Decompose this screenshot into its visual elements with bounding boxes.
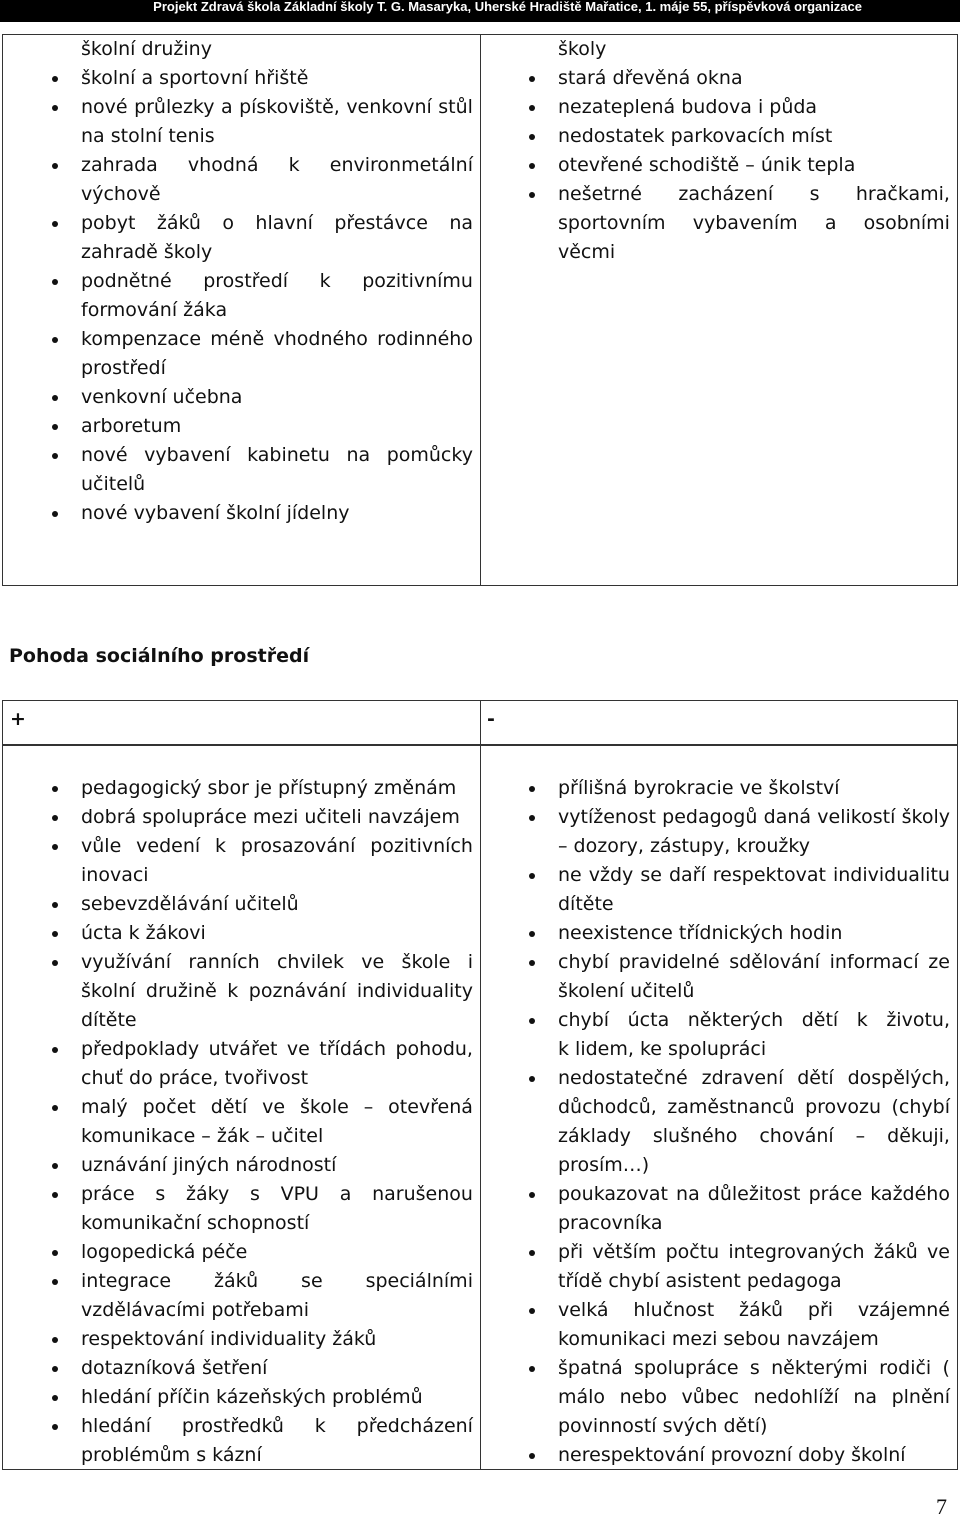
list-item — [81, 1325, 473, 1354]
list-item-line: nedostatek parkovacích míst — [558, 125, 833, 147]
list-item — [558, 1180, 950, 1238]
list-item — [558, 1064, 950, 1180]
list-item-line: nešetrné zacházení s hračkami, — [558, 183, 950, 205]
list-item-line: komunikace – žák – učitel — [81, 1125, 324, 1147]
list-item — [81, 948, 473, 1035]
list-item-line: – dozory, zástupy, kroužky — [558, 835, 810, 857]
list-item — [558, 774, 950, 803]
list-item-line: pracovníka — [558, 1212, 663, 1234]
list-item-line: kompenzace méně vhodného rodinného — [81, 328, 473, 350]
list-item-line: nové vybavení školní jídelny — [81, 502, 350, 524]
table-environment-divider — [480, 34, 481, 586]
list-item — [558, 64, 950, 93]
list-item-line: věcmi — [558, 241, 616, 263]
list-item — [558, 803, 950, 861]
list-item-line: dítěte — [81, 1009, 137, 1031]
list-item-line: inovaci — [81, 864, 149, 886]
minus-header: - — [487, 708, 495, 730]
list-item-line: školní družině k poznávání individuality — [81, 980, 473, 1002]
list-item-line: integrace žáků se speciálními — [81, 1270, 473, 1292]
list-item-line: formování žáka — [81, 299, 228, 321]
header-text: Projekt Zdravá škola Základní školy T. G. Masaryka, Uherské Hradiště Mařatice, 1. máje 55, příspěvková organizace — [153, 0, 862, 14]
list-item — [81, 1180, 473, 1238]
list-item — [558, 948, 950, 1006]
list-item — [558, 1006, 950, 1064]
list-item-line: ne vždy se daří respektovat individualitu — [558, 864, 950, 886]
list-item-line: školení učitelů — [558, 980, 695, 1002]
list-item — [81, 1093, 473, 1151]
list-item-line: úcta k žákovi — [81, 922, 206, 944]
list-item-line: neexistence třídnických hodin — [558, 922, 843, 944]
list-item-line: logopedická péče — [81, 1241, 248, 1263]
table2-left-list — [81, 774, 473, 1470]
list-item — [81, 499, 473, 528]
table1-right-list — [558, 35, 950, 267]
list-item-line: respektování individuality žáků — [81, 1328, 377, 1350]
list-item-line: na stolní tenis — [81, 125, 215, 147]
list-item-line: práce s žáky s VPU a narušenou — [81, 1183, 473, 1205]
list-item-line: učitelů — [81, 473, 146, 495]
list-item — [558, 1296, 950, 1354]
list-item-line: velká hlučnost žáků při vzájemné — [558, 1299, 950, 1321]
plus-header: + — [10, 708, 26, 730]
list-item — [558, 1441, 950, 1470]
list-item — [81, 1267, 473, 1325]
list-item-line: výchově — [81, 183, 161, 205]
list-item-line: malý počet dětí ve škole – otevřená — [81, 1096, 473, 1118]
list-item-line: problémům s kázní — [81, 1444, 262, 1466]
list-item-line: sebevzdělávání učitelů — [81, 893, 299, 915]
list-item — [81, 64, 473, 93]
list-item — [558, 122, 950, 151]
list-item-line: hledání příčin kázeňských problémů — [81, 1386, 423, 1408]
list-item — [81, 774, 473, 803]
section-heading: Pohoda sociálního prostředí — [9, 645, 310, 667]
list-item-line: nerespektování provozní doby školní — [558, 1444, 906, 1466]
list-item-line: pedagogický sbor je přístupný změnám — [81, 777, 457, 799]
list-item-line: uznávání jiných národností — [81, 1154, 337, 1176]
list-item-line: nezateplená budova i půda — [558, 96, 818, 118]
list-item-line: stará dřevěná okna — [558, 67, 743, 89]
list-item — [81, 832, 473, 890]
list-item-line: dobrá spolupráce mezi učiteli navzájem — [81, 806, 460, 828]
list-item — [81, 1151, 473, 1180]
list-item-line: komunikační schopností — [81, 1212, 310, 1234]
list-item-line: vytíženost pedagogů daná velikostí školy — [558, 806, 950, 828]
list-item — [81, 267, 473, 325]
list-item-line: předpoklady utvářet ve třídách pohodu, — [81, 1038, 473, 1060]
table-social-divider — [480, 700, 481, 1470]
list-item — [81, 890, 473, 919]
list-item-line: využívání ranních chvilek ve škole i — [81, 951, 473, 973]
list-item — [558, 1238, 950, 1296]
page-number: 7 — [936, 1494, 947, 1519]
list-item — [81, 441, 473, 499]
list-item-line: dotazníková šetření — [81, 1357, 268, 1379]
list-item-line: důchodců, zaměstnanců provozu (chybí — [558, 1096, 950, 1118]
list-item — [81, 383, 473, 412]
list-item-line: chuť do práce, tvořivost — [81, 1067, 309, 1089]
list-item — [558, 919, 950, 948]
list-item-line: venkovní učebna — [81, 386, 243, 408]
list-item-line: školní a sportovní hřiště — [81, 67, 309, 89]
list-item — [81, 1035, 473, 1093]
list-item-line: k lidem, ke spolupráci — [558, 1038, 767, 1060]
list-item — [81, 1354, 473, 1383]
list-item — [81, 209, 473, 267]
table1-left-list — [81, 35, 473, 528]
list-item-line: prostředí — [81, 357, 166, 379]
list-item-line: hledání prostředků k předcházení — [81, 1415, 473, 1437]
list-item-line: chybí pravidelné sdělování informací ze — [558, 951, 950, 973]
list-item-line: poukazovat na důležitost práce každého — [558, 1183, 950, 1205]
list-item — [81, 325, 473, 383]
list-item — [558, 93, 950, 122]
list-item-line: pobyt žáků o hlavní přestávce na — [81, 212, 473, 234]
list-item-line: sportovním vybavením a osobními — [558, 212, 950, 234]
list-item-line: málo nebo vůbec nedohlíží na plnění — [558, 1386, 950, 1408]
list-item-line: komunikaci mezi sebou navzájem — [558, 1328, 879, 1350]
list-item-line: vzdělávacími potřebami — [81, 1299, 310, 1321]
list-item-line: nové vybavení kabinetu na pomůcky — [81, 444, 473, 466]
list-item-line: nové průlezky a pískoviště, venkovní stůl — [81, 96, 473, 118]
list-item-line: základy slušného chování – děkuji, — [558, 1125, 950, 1147]
list-item-line: prosím…) — [558, 1154, 650, 1176]
list-item — [81, 1383, 473, 1412]
list-item-line: přílišná byrokracie ve školství — [558, 777, 840, 799]
list-item — [81, 1238, 473, 1267]
list-item — [558, 180, 950, 267]
list-item-line: arboretum — [81, 415, 182, 437]
list-item — [558, 861, 950, 919]
list-item-line: školy — [558, 38, 607, 60]
list-item-line: dítěte — [558, 893, 614, 915]
list-item-line: nedostatečné zdravení dětí dospělých, — [558, 1067, 950, 1089]
list-item — [81, 919, 473, 948]
list-item — [81, 151, 473, 209]
list-item-line: zahradě školy — [81, 241, 213, 263]
list-item-line: chybí úcta některých dětí k životu, — [558, 1009, 950, 1031]
list-item — [81, 412, 473, 441]
list-item — [558, 35, 950, 64]
list-item — [81, 803, 473, 832]
list-item-line: povinností svých dětí) — [558, 1415, 768, 1437]
list-item — [558, 151, 950, 180]
list-item-line: otevřené schodiště – únik tepla — [558, 154, 856, 176]
page-header — [0, 0, 960, 22]
list-item-line: při větším počtu integrovaných žáků ve — [558, 1241, 950, 1263]
list-item-line: školní družiny — [81, 38, 212, 60]
list-item-line: třídě chybí asistent pedagoga — [558, 1270, 842, 1292]
table2-right-list — [558, 774, 950, 1470]
list-item-line: špatná spolupráce s některými rodiči ( — [558, 1357, 950, 1379]
list-item-line: vůle vedení k prosazování pozitivních — [81, 835, 473, 857]
list-item-line: podnětné prostředí k pozitivnímu — [81, 270, 473, 292]
list-item — [81, 35, 473, 64]
list-item — [81, 1412, 473, 1470]
list-item — [558, 1354, 950, 1441]
list-item-line: zahrada vhodná k environmetální — [81, 154, 473, 176]
list-item — [81, 93, 473, 151]
